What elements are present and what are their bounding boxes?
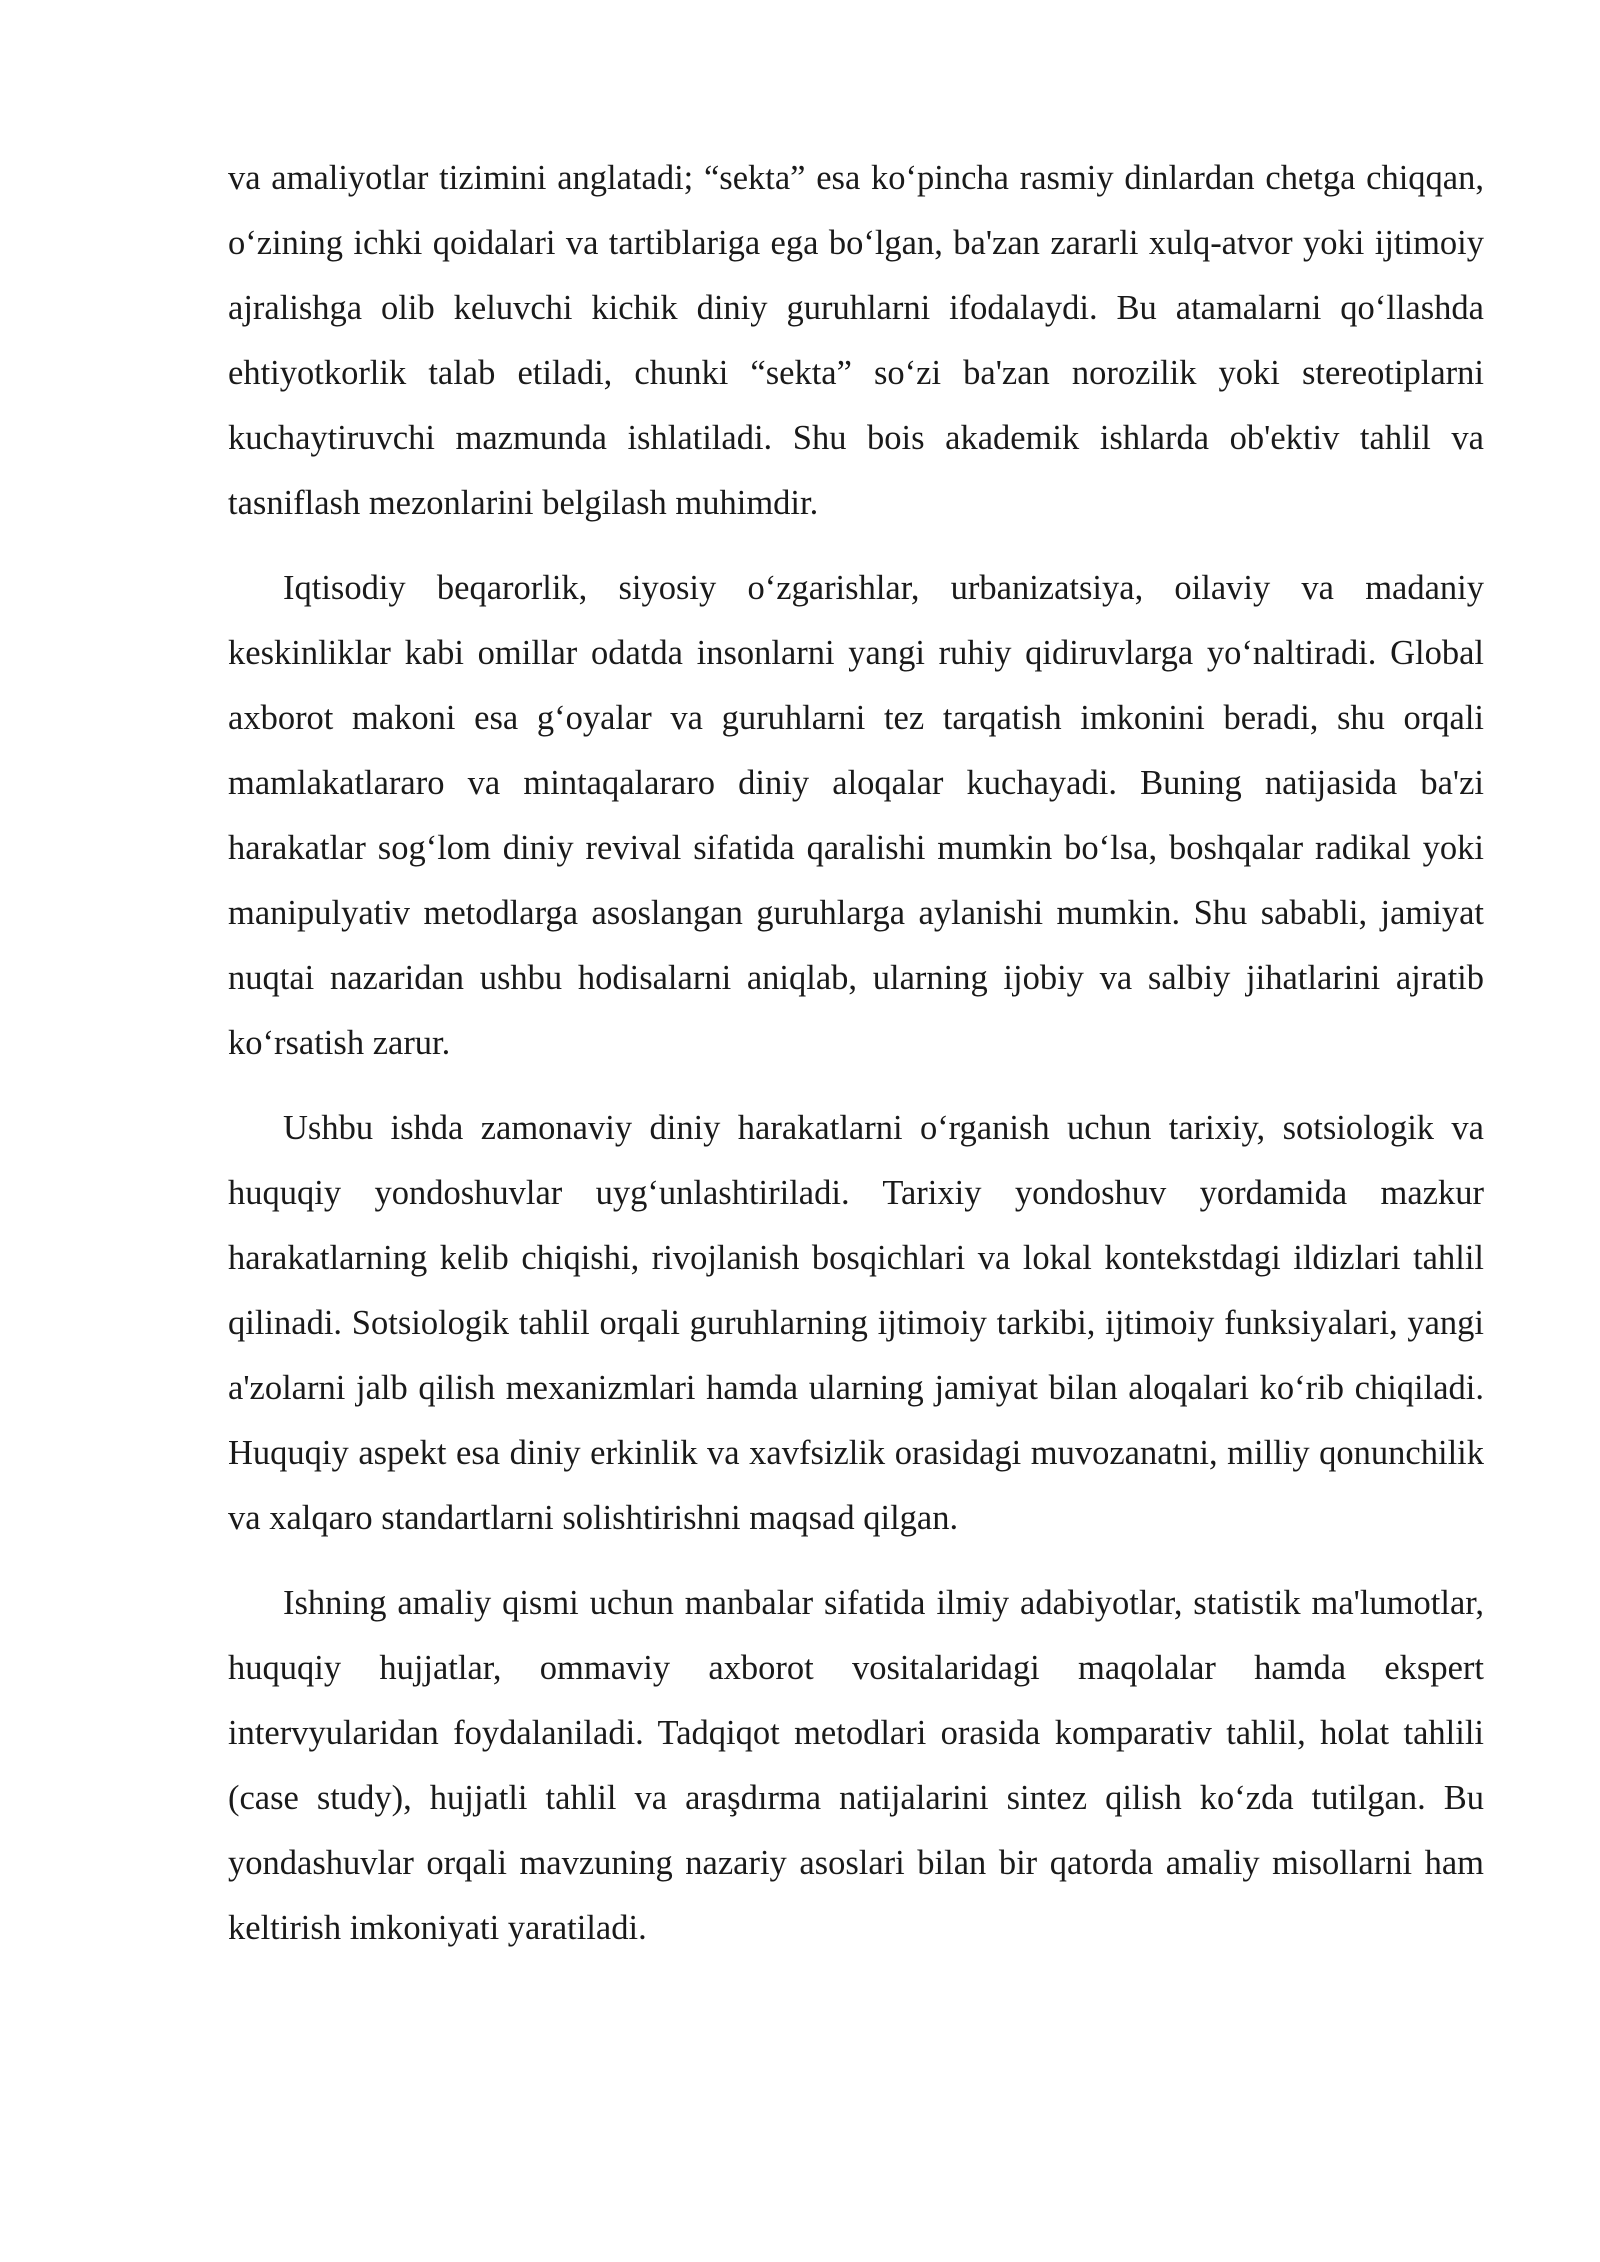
paragraph-context: Iqtisodiy beqarorlik, siyosiy oʻzgarishlar, urbanizatsiya, oilaviy va madaniy keskinliklar kabi omillar odatda insonlarni yangi ruhiy qidiruvlarga yoʻnaltiradi. Global axborot makoni esa gʻoyalar va guruhlarni tez tarqatish imkonini beradi, shu orqali mamlakatlararo va mintaqalararo diniy aloqalar kuchayadi. Buning natijasida ba'zi harakatlar sogʻlom diniy revival sifatida qaralishi mumkin boʻlsa, boshqalar radikal yoki manipulyativ metodlarga asoslangan guruhlarga aylanishi mumkin. Shu sababli, jamiyat nuqtai nazaridan ushbu hodisalarni aniqlab, ularning ijobiy va salbiy jihatlarini ajratib koʻrsatish zarur. — [228, 569, 1484, 1062]
paragraph-methods: Ishning amaliy qismi uchun manbalar sifatida ilmiy adabiyotlar, statistik ma'lumotlar, huquqiy hujjatlar, ommaviy axborot vositalaridagi maqolalar hamda ekspert intervyularidan foydalaniladi. Tadqiqot metodlari orasida komparativ tahlil, holat tahlili (case study), hujjatli tahlil va araşdırma natijalarini sintez qilish koʻzda tutilgan. Bu yondashuvlar orqali mavzuning nazariy asoslari bilan bir qatorda amaliy misollarni ham keltirish imkoniyati yaratiladi. — [228, 1584, 1484, 1947]
document-body — [228, 146, 1484, 1981]
paragraph-continuation: va amaliyotlar tizimini anglatadi; “sekta” esa koʻpincha rasmiy dinlardan chetga chiqqan, oʻzining ichki qoidalari va tartiblariga ega boʻlgan, ba'zan zararli xulq-atvor yoki ijtimoiy ajralishga olib keluvchi kichik diniy guruhlarni ifodalaydi. Bu atamalarni qoʻllashda ehtiyotkorlik talab etiladi, chunki “sekta” soʻzi ba'zan norozilik yoki stereotiplarni kuchaytiruvchi mazmunda ishlatiladi. Shu bois akademik ishlarda ob'ektiv tahlil va tasniflash mezonlarini belgilash muhimdir. — [228, 159, 1484, 522]
paragraph-approach: Ushbu ishda zamonaviy diniy harakatlarni oʻrganish uchun tarixiy, sotsiologik va huquqiy yondoshuvlar uygʻunlashtiriladi. Tarixiy yondoshuv yordamida mazkur harakatlarning kelib chiqishi, rivojlanish bosqichlari va lokal kontekstdagi ildizlari tahlil qilinadi. Sotsiologik tahlil orqali guruhlarning ijtimoiy tarkibi, ijtimoiy funksiyalari, yangi a'zolarni jalb qilish mexanizmlari hamda ularning jamiyat bilan aloqalari koʻrib chiqiladi. Huquqiy aspekt esa diniy erkinlik va xavfsizlik orasidagi muvozanatni, milliy qonunchilik va xalqaro standartlarni solishtirishni maqsad qilgan. — [228, 1109, 1484, 1537]
